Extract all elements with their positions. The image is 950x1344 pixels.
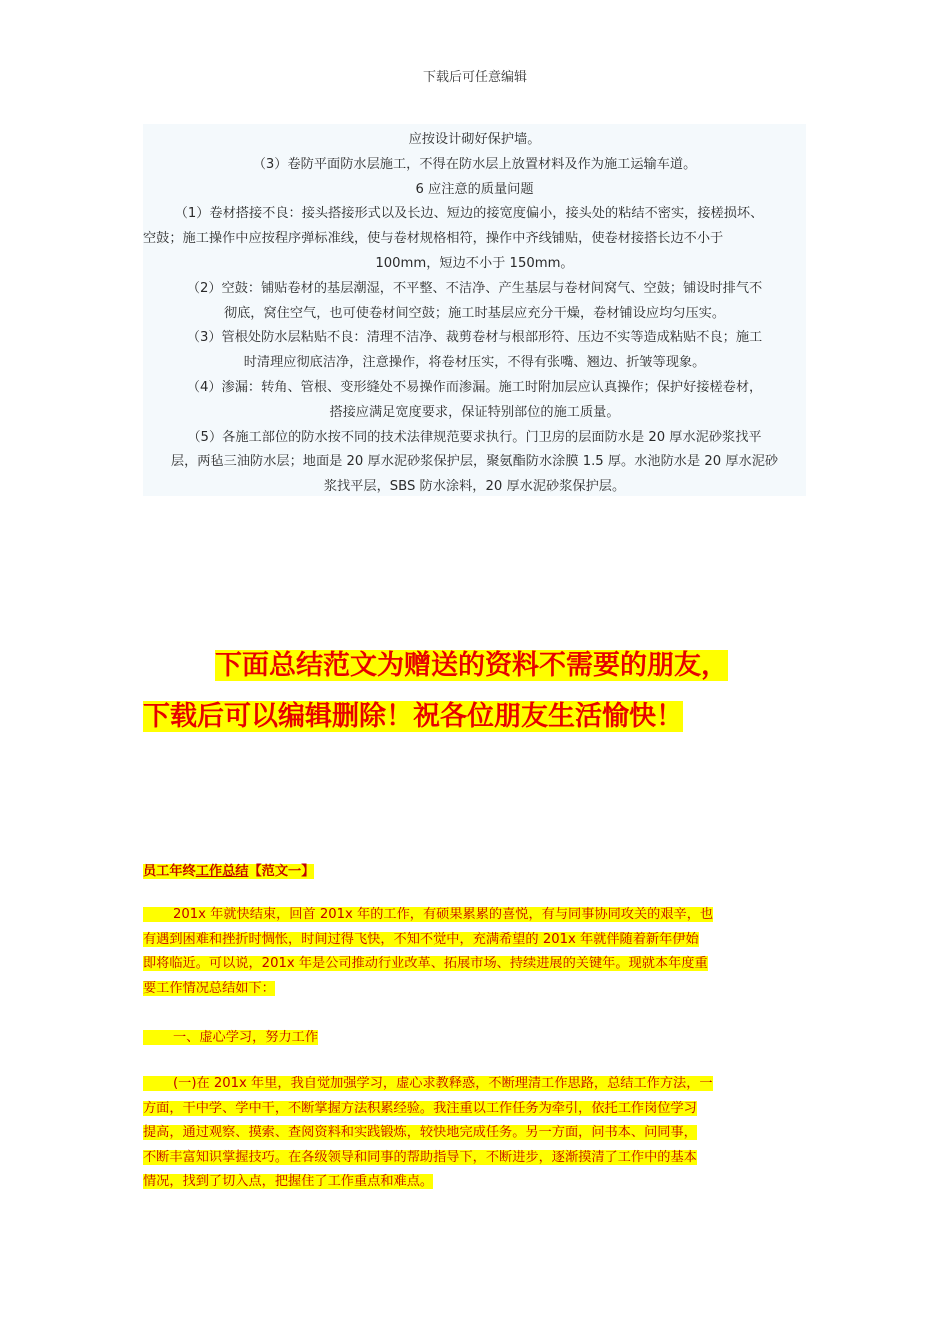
box-line: 彻底，窝住空气，也可使卷材间空鼓；施工时基层应充分干燥，卷材铺设应均匀压实。	[223, 305, 726, 321]
construction-text-box	[143, 124, 806, 496]
box-line: （2）空鼓：铺贴卷材的基层潮湿，不平整、不洁净、产生基层与卷材间窝气、空鼓；铺设时排气不	[186, 280, 763, 296]
essay-intro	[143, 903, 808, 1001]
box-line: 应按设计砌好保护墙。	[408, 132, 541, 147]
box-line: （4）渗漏：转角、管根、变形缝处不易操作而渗漏。施工时附加层应认真操作；保护好接槎卷材，	[186, 379, 763, 395]
notice-line-2: 下载后可以编辑删除！祝各位朋友生活愉快！	[143, 701, 683, 732]
box-line: 层，两毡三油防水层；地面是 20 厚水泥砂浆保护层，聚氨酯防水涂膜 1.5 厚。水池防水是 20 厚水泥砂	[170, 454, 779, 470]
para-line: 不断丰富知识掌握技巧。在各级领导和同事的帮助指导下，不断进步，逐渐摸清了工作中的基本	[143, 1149, 697, 1165]
para-line: 提高，通过观察、摸索、查阅资料和实践锻炼，较快地完成任务。另一方面，问书本、问同事，	[143, 1125, 697, 1140]
box-line: （5）各施工部位的防水按不同的技术法律规范要求执行。门卫房的层面防水是 20 厚水泥砂浆找平	[187, 429, 762, 445]
essay-paragraph-1	[143, 1072, 808, 1195]
intro-line: 有遇到困难和挫折时惆怅，时间过得飞快，不知不觉中，充满希望的 201x 年就伴随着新年伊始	[143, 931, 699, 947]
notice-line-1: 下面总结范文为赠送的资料不需要的朋友，	[215, 650, 728, 681]
box-line: 时清理应彻底洁净，注意操作，将卷材压实，不得有张嘴、翘边、折皱等现象。	[243, 355, 706, 371]
box-line: 浆找平层，SBS 防水涂料，20 厚水泥砂浆保护层。	[323, 479, 626, 495]
section-heading: 6 应注意的质量问题	[415, 181, 534, 197]
para-line: 方面，干中学、学中干，不断掌握方法积累经验。我注重以工作任务为牵引，依托工作岗位学习	[143, 1100, 697, 1116]
box-line: （1）卷材搭接不良：接头搭接形式以及长边、短边的接宽度偏小，接头处的粘结不密实，接槎损坏、	[174, 206, 764, 222]
page-header: 下载后可任意编辑	[422, 70, 527, 85]
para-line: (一)在 201x 年里，我自觉加强学习，虚心求教释惑，不断理清工作思路，总结工作方法，一	[143, 1076, 713, 1091]
box-line: 空鼓；施工操作中应按程序弹标准线，使与卷材规格相符，操作中齐线铺贴，使卷材接搭长边不小于	[143, 231, 724, 247]
box-line: （3）管根处防水层粘贴不良：清理不洁净、裁剪卷材与根部形符、压边不实等造成粘贴不良；施工	[186, 330, 763, 346]
box-line: 搭接应满足宽度要求，保证特别部位的施工质量。	[329, 404, 620, 420]
intro-line: 201x 年就快结束，回首 201x 年的工作，有硕果累累的喜悦，有与同事协同攻关的艰辛，也	[143, 907, 713, 922]
box-line: 100mm，短边不小于 150mm。	[375, 255, 574, 271]
essay-title	[143, 860, 808, 879]
section-heading-1: 一、虚心学习，努力工作	[143, 1026, 808, 1051]
intro-line: 要工作情况总结如下：	[143, 980, 275, 996]
essay-title-prefix: 员工年终	[143, 864, 196, 879]
para-line: 情况，找到了切入点，把握住了工作重点和难点。	[143, 1174, 434, 1189]
box-line: （3）卷防平面防水层施工，不得在防水层上放置材料及作为施工运输车道。	[252, 156, 697, 172]
intro-line: 即将临近。可以说，201x 年是公司推动行业改革、拓展市场、持续进展的关键年。现就本年度重	[143, 956, 708, 971]
essay-title-suffix: 【范文一】	[248, 864, 315, 879]
essay-title-underlined: 工作总结	[195, 864, 249, 879]
